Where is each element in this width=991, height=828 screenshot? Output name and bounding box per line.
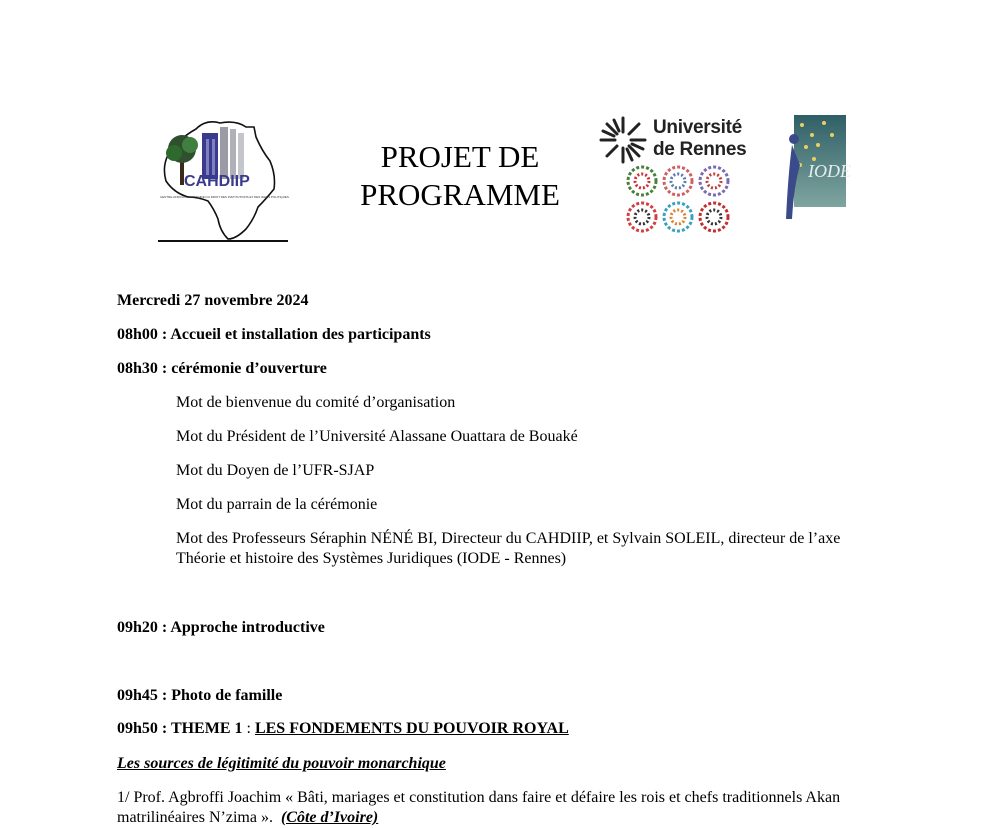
program-item-ceremonie: 08h30 : cérémonie d’ouverture (117, 360, 327, 377)
program-date: Mercredi 27 novembre 2024 (117, 292, 309, 309)
theme-title: LES FONDEMENTS DU POUVOIR ROYAL (254, 720, 569, 737)
rennes-line2: de Rennes (653, 139, 747, 160)
iode-logo (772, 115, 851, 221)
program-item-accueil: 08h00 : Accueil et installation des participants (117, 326, 431, 343)
speech-item: Mot de bienvenue du comité d’organisation (176, 394, 456, 411)
speech-item: Mot du parrain de la cérémonie (176, 496, 378, 513)
program-item-introduction: 09h20 : Approche introductive (117, 619, 325, 636)
speech-item: Mot des Professeurs Séraphin NÉNÉ BI, Directeur du CAHDIIP, et Sylvain SOLEIL, directeur de l’axe (176, 530, 841, 547)
speech-item: Mot du Président de l’Université Alassane Ouattara de Bouaké (176, 428, 578, 445)
iode-logo-text: IODE (808, 161, 851, 181)
cahdiip-logo-subtitle: CENTRE AFRICAIN D'HISTOIRE DU DROIT DES INSTITUTIONS ET DES IDEES POLITIQUES (160, 195, 289, 199)
page-title (330, 138, 590, 214)
theme-heading (117, 719, 569, 739)
talk-item: 1/ Prof. Agbroffi Joachim « Bâti, mariages et constitution dans faire et défaire les rois et chefs traditionnels Akan (117, 789, 841, 806)
program-item-photo: 09h45 : Photo de famille (117, 687, 283, 704)
universite-rennes-wordmark (653, 117, 746, 161)
subtheme-heading: Les sources de légitimité du pouvoir monarchique (117, 755, 446, 772)
cahdiip-logo-text: CAHDIIP (184, 173, 250, 190)
talk-country: (Côte d’Ivoire) (280, 809, 379, 826)
cahdiip-logo (158, 115, 288, 243)
rennes-line1: Université (653, 117, 742, 138)
speech-item: Mot du Doyen de l’UFR-SJAP (176, 462, 375, 479)
speech-item-cont: Théorie et histoire des Systèmes Juridiques (IODE - Rennes) (176, 550, 567, 567)
page-title-line1: PROJET DE (380, 139, 540, 174)
theme-separator: : (242, 720, 255, 737)
page-title-line2: PROGRAMME (360, 177, 560, 212)
theme-prefix: 09h50 : THEME 1 (117, 720, 243, 737)
talk-item-cont: matrilinéaires N’zima ». (Côte d’Ivoire) (117, 809, 379, 826)
universite-rennes-logo (598, 115, 760, 240)
talk-cont-text: matrilinéaires N’zima » (117, 809, 269, 826)
